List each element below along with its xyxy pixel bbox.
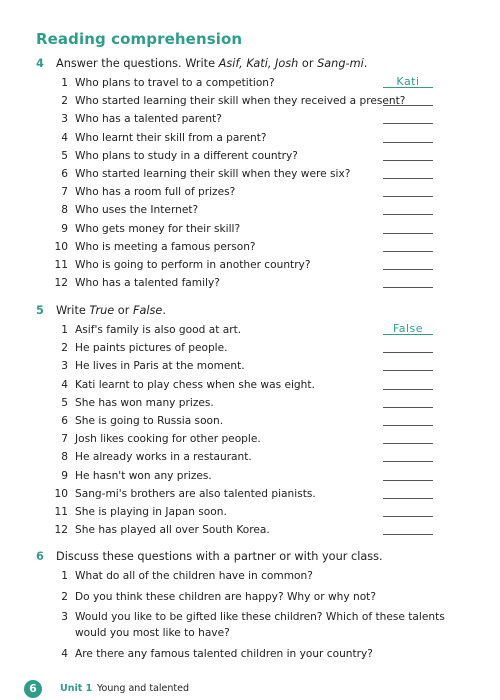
question-row: 5 Who plans to study in a different country? bbox=[0, 147, 500, 165]
exercise-5-instruction: 5 Write True or False. bbox=[36, 304, 166, 317]
answer-line bbox=[383, 334, 433, 335]
question-row: 9 Who gets money for their skill? bbox=[0, 220, 500, 238]
unit-title: Young and talented bbox=[97, 683, 189, 694]
answer-blank[interactable] bbox=[383, 534, 433, 535]
statement-row: 11 She is playing in Japan soon. bbox=[0, 503, 500, 521]
answer-blank[interactable] bbox=[383, 389, 433, 390]
statement-row: 2 He paints pictures of people. bbox=[0, 339, 500, 357]
statement-row: 6 She is going to Russia soon. bbox=[0, 412, 500, 430]
exercise-4-question-list bbox=[0, 74, 500, 292]
exercise-4-instruction: 4 Answer the questions. Write Asif, Kati, Josh or Sang-mi. bbox=[36, 57, 368, 70]
answer-blank[interactable] bbox=[383, 123, 433, 124]
question-row: 1 Who plans to travel to a competition? Kati bbox=[0, 74, 500, 92]
answer-blank[interactable] bbox=[383, 178, 433, 179]
answer-blank[interactable] bbox=[383, 105, 433, 106]
statement-row: 9 He hasn't won any prizes. bbox=[0, 467, 500, 485]
exercise-6-question-list bbox=[0, 568, 500, 666]
question-row: 4 Who learnt their skill from a parent? bbox=[0, 129, 500, 147]
answer-blank[interactable] bbox=[383, 160, 433, 161]
answer-blank[interactable] bbox=[383, 352, 433, 353]
answer-blank[interactable] bbox=[383, 443, 433, 444]
answer-blank[interactable] bbox=[383, 214, 433, 215]
question-row: 2 Who started learning their skill when they received a present? bbox=[0, 92, 500, 110]
answer-example: Kati bbox=[396, 75, 420, 88]
exercise-4-number: 4 bbox=[36, 57, 44, 70]
page-number: 6 bbox=[24, 680, 42, 698]
answer-blank[interactable] bbox=[383, 269, 433, 270]
discussion-question: 2 Do you think these children are happy? Why or why not? bbox=[61, 590, 376, 603]
discussion-question: 1 What do all of the children have in common? bbox=[61, 570, 313, 582]
answer-blank[interactable] bbox=[383, 142, 433, 143]
answer-blank[interactable] bbox=[383, 461, 433, 462]
answer-blank[interactable] bbox=[383, 516, 433, 517]
question-row: 12 Who has a talented family? bbox=[0, 274, 500, 292]
statement-row: 4 Kati learnt to play chess when she was eight. bbox=[0, 376, 500, 394]
answer-blank[interactable] bbox=[383, 233, 433, 234]
question-row: 3 Who has a talented parent? bbox=[0, 110, 500, 128]
statement-row: 7 Josh likes cooking for other people. bbox=[0, 430, 500, 448]
answer-blank[interactable] bbox=[383, 498, 433, 499]
question-row: 11 Who is going to perform in another country? bbox=[0, 256, 500, 274]
exercise-6-number: 6 bbox=[36, 550, 44, 563]
statement-row: 10 Sang-mi's brothers are also talented pianists. bbox=[0, 485, 500, 503]
statement-row: 8 He already works in a restaurant. bbox=[0, 448, 500, 466]
exercise-5-question-list bbox=[0, 321, 500, 539]
answer-blank[interactable] bbox=[383, 407, 433, 408]
discussion-question: 3 Would you like to be gifted like these children? Which of these talents would you most like to have? bbox=[61, 611, 445, 639]
statement-row: 3 He lives in Paris at the moment. bbox=[0, 357, 500, 375]
page-footer bbox=[0, 676, 500, 700]
question-row: 6 Who started learning their skill when they were six? bbox=[0, 165, 500, 183]
answer-blank[interactable] bbox=[383, 196, 433, 197]
statement-row: 1 Asif's family is also good at art. False bbox=[0, 321, 500, 339]
answer-blank[interactable] bbox=[383, 480, 433, 481]
exercise-6-instruction: 6 Discuss these questions with a partner or with your class. bbox=[36, 550, 383, 563]
answer-line bbox=[383, 87, 433, 88]
answer-blank[interactable] bbox=[383, 287, 433, 288]
statement-row: 5 She has won many prizes. bbox=[0, 394, 500, 412]
discussion-question: 4 Are there any famous talented children in your country? bbox=[61, 647, 373, 660]
section-title: Reading comprehension bbox=[36, 30, 243, 48]
answer-example: False bbox=[392, 322, 424, 335]
answer-blank[interactable] bbox=[383, 251, 433, 252]
question-row: 7 Who has a room full of prizes? bbox=[0, 183, 500, 201]
question-row: 10 Who is meeting a famous person? bbox=[0, 238, 500, 256]
answer-blank[interactable] bbox=[383, 425, 433, 426]
unit-label: Unit 1 bbox=[60, 683, 93, 694]
statement-row: 12 She has played all over South Korea. bbox=[0, 521, 500, 539]
exercise-5-number: 5 bbox=[36, 304, 44, 317]
question-row: 8 Who uses the Internet? bbox=[0, 201, 500, 219]
answer-blank[interactable] bbox=[383, 370, 433, 371]
